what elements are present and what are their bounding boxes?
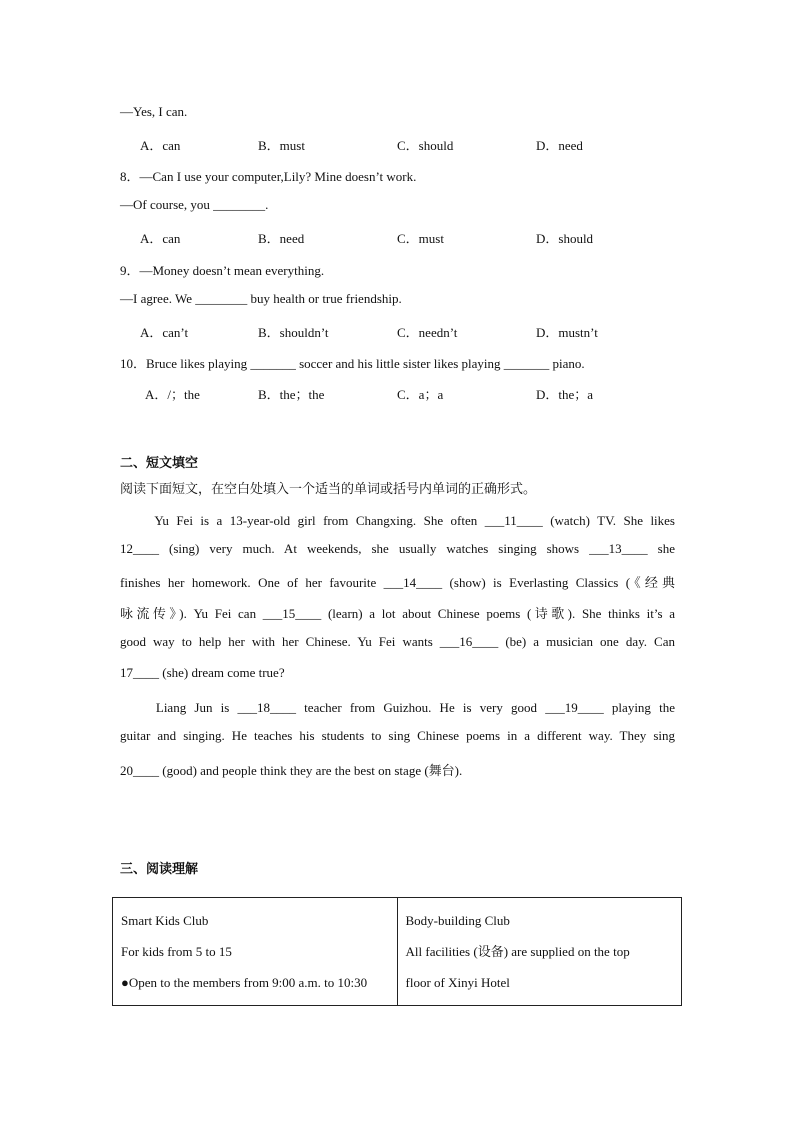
q10-option-c[interactable]: C．a；a xyxy=(397,387,444,402)
q10-option-a[interactable]: A．/；the xyxy=(145,387,200,402)
q8-answer-line: —Of course, you ________. xyxy=(120,197,269,212)
q7-option-a[interactable]: A．can xyxy=(140,138,181,153)
passage-line: Liang Jun is ___18____ teacher from Guizhou. He is very good ___19____ playing the xyxy=(120,700,675,715)
section2-instruction: 阅读下面短文，在空白处填入一个适当的单词或括号内单词的正确形式。 xyxy=(120,482,537,497)
q10-option-b[interactable]: B．the；the xyxy=(258,387,325,402)
passage-line: 12____ (sing) very much. At weekends, she usually watches singing shows ___13____ she xyxy=(120,541,675,556)
q8-option-c[interactable]: C．must xyxy=(397,231,444,246)
smart-kids-club-cell xyxy=(113,898,398,1006)
passage-line: guitar and singing. He teaches his students to sing Chinese poems in a different way. They sing xyxy=(120,728,675,743)
club-line: floor of Xinyi Hotel xyxy=(405,975,510,990)
q9-answer-line: —I agree. We ________ buy health or true friendship. xyxy=(120,291,402,306)
q7-option-c[interactable]: C．should xyxy=(397,138,454,153)
passage-line: 17____ (she) dream come true? xyxy=(120,665,285,680)
q9-question: 9．—Money doesn’t mean everything. xyxy=(120,263,325,278)
q8-option-b[interactable]: B．need xyxy=(258,231,305,246)
passage-line: finishes her homework. One of her favourite ___14____ (show) is Everlasting Classics (《经典 xyxy=(120,575,675,590)
q9-option-d[interactable]: D．mustn’t xyxy=(536,325,598,340)
club-line: For kids from 5 to 15 xyxy=(121,944,232,959)
q9-option-a[interactable]: A．can’t xyxy=(140,325,189,340)
club-line: All facilities (设备) are supplied on the top xyxy=(405,944,630,959)
q8-option-a[interactable]: A．can xyxy=(140,231,181,246)
q9-option-c[interactable]: C．needn’t xyxy=(397,325,458,340)
passage-line: Yu Fei is a 13-year-old girl from Changxing. She often ___11____ (watch) TV. She likes xyxy=(120,513,675,528)
passage-line: 咏流传》). Yu Fei can ___15____ (learn) a lot about Chinese poems (诗歌). She thinks it’s a xyxy=(120,606,675,621)
club-line: ●Open to the members from 9:00 a.m. to 10:30 xyxy=(121,975,368,990)
section2-heading: 二、短文填空 xyxy=(120,456,199,471)
club-line: Smart Kids Club xyxy=(121,913,209,928)
q10-option-d[interactable]: D．the；a xyxy=(536,387,594,402)
q7-option-b[interactable]: B．must xyxy=(258,138,305,153)
q7-answer-line: —Yes, I can. xyxy=(120,104,188,119)
club-line: Body-building Club xyxy=(405,913,510,928)
q10-question: 10．Bruce likes playing _______ soccer and his little sister likes playing _______ piano. xyxy=(120,356,585,371)
clubs-table xyxy=(112,897,682,1006)
passage-line: 20____ (good) and people think they are the best on stage (舞台). xyxy=(120,763,463,778)
q9-option-b[interactable]: B．shouldn’t xyxy=(258,325,329,340)
q8-question: 8．—Can I use your computer,Lily? Mine doesn’t work. xyxy=(120,169,417,184)
q8-option-d[interactable]: D．should xyxy=(536,231,594,246)
body-building-club-cell xyxy=(397,898,682,1006)
passage-line: good way to help her with her Chinese. Yu Fei wants ___16____ (be) a musician one day. Can xyxy=(120,634,675,649)
section3-heading: 三、阅读理解 xyxy=(120,862,199,877)
q7-option-d[interactable]: D．need xyxy=(536,138,583,153)
